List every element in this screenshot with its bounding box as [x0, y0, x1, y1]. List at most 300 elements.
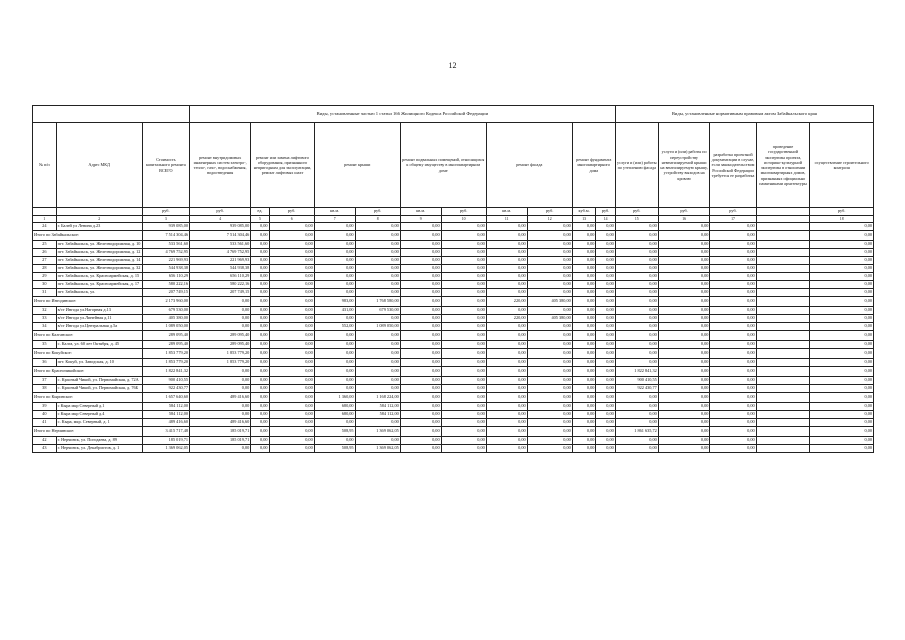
value-cell: 0,00: [810, 437, 874, 445]
value-cell: 0,00: [572, 323, 596, 331]
column-number: 14: [596, 216, 615, 223]
value-cell: 405 380,00: [527, 297, 572, 307]
value-cell: 0,00: [572, 223, 596, 231]
address-cell: пгт. Забайкальск, ул. Железнодорожная, д. 10: [56, 241, 142, 249]
unit-cell: кв.м.: [400, 208, 441, 216]
header-elevator: ремонт или замена лифтового оборудования, признанного непригодным для эксплуатации, ремонт лифтовых шахт: [251, 123, 314, 208]
unit-cell: руб.: [810, 208, 874, 216]
value-cell: 0,00: [251, 297, 269, 307]
column-number: 1: [33, 216, 57, 223]
value-cell: 0,00: [251, 265, 269, 273]
value-cell: 0,00: [355, 281, 400, 289]
value-cell: 0,00: [314, 419, 355, 427]
value-cell: 0,00: [615, 341, 658, 349]
row-number: 36: [33, 359, 57, 367]
value-cell: 0,00: [810, 445, 874, 453]
row-number: 41: [33, 419, 57, 427]
value-cell: 0,00: [596, 411, 615, 419]
value-cell: 0,00: [658, 323, 710, 331]
value-cell: 0,00: [314, 331, 355, 341]
value-cell: 0,00: [400, 419, 441, 427]
value-cell: 0,00: [710, 223, 756, 231]
value-cell: 680,00: [314, 403, 355, 411]
value-cell: 0,00: [441, 281, 486, 289]
value-cell: 0,00: [251, 331, 269, 341]
value-cell: 0,00: [441, 231, 486, 241]
unit-cell: руб.: [527, 208, 572, 216]
value-cell: 0,00: [441, 393, 486, 403]
value-cell: 0,00: [251, 231, 269, 241]
value-cell: 679 530,00: [142, 307, 189, 315]
value-cell: 0,00: [615, 419, 658, 427]
value-cell: 0,00: [400, 359, 441, 367]
header-num: № п/п: [33, 123, 57, 208]
address-cell: пгт. Забайкальск, ул. Красноармейская, д. 15: [56, 273, 142, 281]
value-cell: 0,00: [251, 385, 269, 393]
value-cell: 0,00: [441, 349, 486, 359]
value-cell: 0,00: [810, 265, 874, 273]
row-number: 40: [33, 411, 57, 419]
table-row: [33, 289, 874, 297]
value-cell: 0,00: [314, 289, 355, 297]
value-cell: 0,00: [527, 419, 572, 427]
value-cell: 533 561,60: [190, 241, 251, 249]
value-cell: 0,00: [400, 289, 441, 297]
value-cell: 0,00: [572, 403, 596, 411]
value-cell: 0,00: [314, 265, 355, 273]
value-cell: 1 168 224,00: [355, 393, 400, 403]
value-cell: 0,00: [355, 241, 400, 249]
value-cell: 0,00: [596, 377, 615, 385]
value-cell: 0,00: [269, 249, 314, 257]
value-cell: 0,00: [572, 427, 596, 437]
address-cell: г. Балей ул Ленина д.23: [56, 223, 142, 231]
value-cell: 0,00: [572, 315, 596, 323]
table-row: [33, 273, 874, 281]
value-cell: 0,00: [810, 257, 874, 265]
value-cell: 0,00: [710, 307, 756, 315]
value-cell: 0,00: [314, 315, 355, 323]
value-cell: 0,00: [441, 403, 486, 411]
value-cell: 0,00: [269, 411, 314, 419]
value-cell: 0,00: [810, 281, 874, 289]
value-cell: 0,00: [615, 393, 658, 403]
unit-cell: руб.: [658, 208, 710, 216]
row-number: 39: [33, 403, 57, 411]
value-cell: 0,00: [810, 289, 874, 297]
row-number: 32: [33, 307, 57, 315]
value-cell: 0,00: [190, 323, 251, 331]
value-cell: 1 657 640,60: [142, 393, 189, 403]
value-cell: 0,00: [596, 359, 615, 367]
row-number: 31: [33, 289, 57, 297]
header-units-row: [33, 208, 874, 216]
subtotal-row: [33, 297, 874, 307]
value-cell: 0,00: [190, 367, 251, 377]
value-cell: 185 019,71: [142, 437, 189, 445]
value-cell: 0,00: [596, 273, 615, 281]
row-number: 35: [33, 341, 57, 349]
value-cell: 0,00: [251, 367, 269, 377]
value-cell: 0,00: [527, 249, 572, 257]
value-cell: 0,00: [314, 223, 355, 231]
value-cell: 0,00: [572, 331, 596, 341]
value-cell: 0,00: [355, 315, 400, 323]
value-cell: 0,00: [269, 297, 314, 307]
value-cell: 0,00: [355, 231, 400, 241]
value-cell: 0,00: [527, 231, 572, 241]
value-cell: 0,00: [572, 385, 596, 393]
value-cell: 0,00: [486, 411, 527, 419]
table-row: [33, 249, 874, 257]
value-cell: 1 861 635,72: [615, 427, 658, 437]
value-cell: 0,00: [400, 411, 441, 419]
value-cell: 0,00: [615, 273, 658, 281]
value-cell: 0,00: [658, 341, 710, 349]
row-number: 34: [33, 323, 57, 331]
value-cell: 0,00: [615, 403, 658, 411]
value-cell: 0,00: [400, 307, 441, 315]
value-cell: 0,00: [486, 241, 527, 249]
value-cell: 0,00: [810, 307, 874, 315]
value-cell: 0,00: [527, 437, 572, 445]
value-cell: 0,00: [486, 307, 527, 315]
value-cell: 0,00: [572, 249, 596, 257]
unit-cell: руб.: [596, 208, 615, 216]
value-cell: 0,00: [810, 411, 874, 419]
value-cell: 0,00: [596, 315, 615, 323]
value-cell: 0,00: [710, 419, 756, 427]
unit-cell: ед.: [251, 208, 269, 216]
value-cell: 939 085,00: [190, 223, 251, 231]
value-cell: 552,00: [314, 323, 355, 331]
value-cell: 0,00: [400, 223, 441, 231]
value-cell: 0,00: [658, 393, 710, 403]
value-cell: 0,00: [710, 289, 756, 297]
value-cell: 0,00: [572, 445, 596, 453]
value-cell: 0,00: [596, 445, 615, 453]
value-cell: 0,00: [486, 289, 527, 297]
value-cell: 0,00: [527, 349, 572, 359]
value-cell: 0,00: [527, 377, 572, 385]
value-cell: 0,00: [810, 377, 874, 385]
value-cell: 900 410,55: [142, 377, 189, 385]
table-body: [33, 223, 874, 453]
value-cell: 0,00: [615, 257, 658, 265]
value-cell: 0,00: [400, 281, 441, 289]
value-cell: 0,00: [486, 359, 527, 367]
value-cell: 0,00: [527, 411, 572, 419]
column-number: 4: [190, 216, 251, 223]
column-number: 2: [56, 216, 142, 223]
value-cell: 0,00: [355, 341, 400, 349]
value-cell: 0,00: [527, 427, 572, 437]
value-cell: 0,00: [355, 385, 400, 393]
value-cell: 0,00: [596, 403, 615, 411]
value-cell: 0,00: [441, 411, 486, 419]
value-cell: 0,00: [269, 315, 314, 323]
value-cell: 0,00: [527, 257, 572, 265]
value-cell: 221 969,93: [190, 257, 251, 265]
value-cell: 656 110,29: [190, 273, 251, 281]
value-cell: 0,00: [486, 323, 527, 331]
unit-cell: кв.м.: [314, 208, 355, 216]
value-cell: 584 112,00: [142, 411, 189, 419]
value-cell: 0,00: [527, 367, 572, 377]
subtotal-label: Итого по Ингодинское:: [33, 297, 143, 307]
value-cell: 0,00: [441, 249, 486, 257]
column-number: 13: [572, 216, 596, 223]
address-cell: с. Калга, ул. 60 лет Октября, д. 45: [56, 341, 142, 349]
unit-cell: руб.: [142, 208, 189, 216]
subtotal-label: Итого по Кокуйское:: [33, 349, 143, 359]
header-expertise: проведение государственной экспертизы проекта, историко-культурной экспертизы в отношении многоквартирных домов, признанных официально памятниками архитектуры: [756, 123, 810, 208]
value-cell: 0,00: [658, 411, 710, 419]
value-cell: 0,00: [269, 427, 314, 437]
address-cell: пгт. Забайкальск, ул. Красноармейская, д. 17: [56, 281, 142, 289]
value-cell: 0,00: [658, 289, 710, 297]
subtotal-label: Итого по Красночикойское:: [33, 367, 143, 377]
value-cell: 0,00: [710, 385, 756, 393]
value-cell: 0,00: [710, 377, 756, 385]
value-cell: 0,00: [314, 377, 355, 385]
value-cell: 0,00: [314, 385, 355, 393]
value-cell: 0,00: [400, 349, 441, 359]
value-cell: 0,00: [615, 223, 658, 231]
unit-cell: куб.м.: [572, 208, 596, 216]
value-cell: 0,00: [251, 419, 269, 427]
value-cell: 0,00: [710, 393, 756, 403]
value-cell: 0,00: [269, 289, 314, 297]
row-number: 38: [33, 385, 57, 393]
value-cell: 0,00: [596, 331, 615, 341]
unit-cell: руб.: [355, 208, 400, 216]
value-cell: 431,00: [314, 307, 355, 315]
table-row: [33, 411, 874, 419]
table-row: [33, 403, 874, 411]
value-cell: 0,00: [269, 437, 314, 445]
value-cell: 0,00: [269, 281, 314, 289]
value-cell: 1 089 050,00: [142, 323, 189, 331]
value-cell: 405 380,00: [527, 315, 572, 323]
row-number: 30: [33, 281, 57, 289]
value-cell: 0,00: [441, 445, 486, 453]
value-cell: 0,00: [810, 419, 874, 427]
value-cell: 0,00: [269, 223, 314, 231]
value-cell: 289 095,40: [142, 341, 189, 349]
value-cell: 0,00: [596, 257, 615, 265]
value-cell: 0,00: [355, 419, 400, 427]
value-cell: 489 416,60: [190, 419, 251, 427]
value-cell: 0,00: [269, 403, 314, 411]
value-cell: 0,00: [355, 223, 400, 231]
header-foundation: ремонт фундамента многоквартирного дома: [572, 123, 615, 208]
value-cell: 0,00: [441, 323, 486, 331]
page-number: 12: [448, 61, 457, 70]
value-cell: 0,00: [251, 341, 269, 349]
value-cell: 0,00: [710, 437, 756, 445]
subtotal-row: [33, 427, 874, 437]
value-cell: 0,00: [486, 403, 527, 411]
row-number: 42: [33, 437, 57, 445]
value-cell: 1 853 779,20: [190, 359, 251, 367]
address-cell: с Кыра мкр Северный д.4: [56, 411, 142, 419]
value-cell: 680,00: [314, 411, 355, 419]
row-number: 43: [33, 445, 57, 453]
value-cell: 0,00: [441, 289, 486, 297]
value-cell: 0,00: [810, 393, 874, 403]
header-insulation: услуги и (или) работы по утеплению фасада: [615, 123, 658, 208]
header-group-right: Виды, установленные нормативным правовым актом Забайкальского края: [615, 106, 873, 123]
header-flat-roof: услуги и (или) работы по переустройству невентилируемой крыши на вентилируемую крышу, устройству выходов на кровлю: [658, 123, 710, 208]
value-cell: 0,00: [572, 359, 596, 367]
header-total: Стоимость капитального ремонта ВСЕГО: [142, 123, 189, 208]
value-cell: 0,00: [658, 241, 710, 249]
value-cell: 0,00: [710, 349, 756, 359]
value-cell: 0,00: [355, 437, 400, 445]
table-row: [33, 257, 874, 265]
value-cell: 0,00: [190, 385, 251, 393]
value-cell: 0,00: [710, 257, 756, 265]
value-cell: 0,00: [710, 241, 756, 249]
value-cell: 0,00: [355, 289, 400, 297]
value-cell: 0,00: [251, 249, 269, 257]
value-cell: 0,00: [810, 331, 874, 341]
address-cell: г. Нерчинск, ул. Декабристов, д. 1: [56, 445, 142, 453]
value-cell: 1 369 062,05: [142, 445, 189, 453]
value-cell: 0,00: [251, 427, 269, 437]
value-cell: 1 369 062,05: [355, 445, 400, 453]
value-cell: 0,00: [810, 341, 874, 349]
column-number: 8: [355, 216, 400, 223]
value-cell: 0,00: [486, 349, 527, 359]
value-cell: 533 561,60: [142, 241, 189, 249]
value-cell: 0,00: [314, 281, 355, 289]
table-row: [33, 281, 874, 289]
value-cell: 0,00: [615, 411, 658, 419]
subtotal-row: [33, 349, 874, 359]
value-cell: 3 415 717,48: [142, 427, 189, 437]
value-cell: 0,00: [314, 241, 355, 249]
value-cell: 0,00: [441, 427, 486, 437]
value-cell: 0,00: [441, 377, 486, 385]
value-cell: 1 768 580,00: [355, 297, 400, 307]
value-cell: 0,00: [572, 437, 596, 445]
subtotal-row: [33, 367, 874, 377]
value-cell: 2 173 960,00: [142, 297, 189, 307]
column-number: 15: [615, 216, 658, 223]
value-cell: 0,00: [190, 411, 251, 419]
value-cell: 0,00: [269, 341, 314, 349]
value-cell: 1 853 779,20: [142, 359, 189, 367]
value-cell: 0,00: [710, 411, 756, 419]
value-cell: 0,00: [710, 323, 756, 331]
value-cell: 1 369 062,05: [355, 427, 400, 437]
value-cell: 0,00: [486, 419, 527, 427]
value-cell: 508,95: [314, 427, 355, 437]
table-row: [33, 307, 874, 315]
value-cell: 0,00: [251, 273, 269, 281]
value-cell: 0,00: [596, 249, 615, 257]
value-cell: 0,00: [810, 359, 874, 367]
value-cell: 0,00: [572, 411, 596, 419]
value-cell: 0,00: [710, 281, 756, 289]
value-cell: 0,00: [269, 349, 314, 359]
value-cell: 0,00: [269, 231, 314, 241]
value-cell: 0,00: [441, 223, 486, 231]
value-cell: 0,00: [527, 307, 572, 315]
value-cell: 0,00: [441, 265, 486, 273]
value-cell: 0,00: [615, 249, 658, 257]
value-cell: 0,00: [710, 315, 756, 323]
header-numbers-row: [33, 216, 874, 223]
value-cell: 0,00: [596, 241, 615, 249]
table-row: [33, 359, 874, 367]
value-cell: 0,00: [658, 437, 710, 445]
value-cell: 0,00: [810, 231, 874, 241]
value-cell: 0,00: [314, 349, 355, 359]
column-number: 16: [658, 216, 710, 223]
value-cell: 584 112,00: [355, 403, 400, 411]
value-cell: 584 112,00: [355, 411, 400, 419]
value-cell: 0,00: [615, 445, 658, 453]
value-cell: 0,00: [441, 331, 486, 341]
value-cell: 0,00: [810, 249, 874, 257]
value-cell: 0,00: [658, 307, 710, 315]
column-number: 17: [710, 216, 756, 223]
value-cell: 405 380,00: [142, 315, 189, 323]
row-number: 24: [33, 223, 57, 231]
value-cell: 0,00: [441, 419, 486, 427]
value-cell: 0,00: [269, 419, 314, 427]
value-cell: 656 110,29: [142, 273, 189, 281]
value-cell: 0,00: [441, 315, 486, 323]
value-cell: 0,00: [269, 445, 314, 453]
value-cell: 185 019,71: [190, 437, 251, 445]
address-cell: пгт. Забайкальск, ул. Железнодорожная, д. 32: [56, 265, 142, 273]
value-cell: 0,00: [400, 323, 441, 331]
value-cell: 0,00: [251, 223, 269, 231]
value-cell: 0,00: [314, 273, 355, 281]
capital-repair-table: [32, 105, 874, 453]
value-cell: 0,00: [527, 331, 572, 341]
value-cell: 0,00: [658, 419, 710, 427]
subtotal-row: [33, 231, 874, 241]
value-cell: 0,00: [400, 331, 441, 341]
value-cell: 0,00: [658, 403, 710, 411]
value-cell: 0,00: [596, 341, 615, 349]
value-cell: 0,00: [596, 223, 615, 231]
value-cell: 0,00: [441, 341, 486, 349]
value-cell: 544 938,38: [190, 265, 251, 273]
value-cell: 0,00: [710, 359, 756, 367]
address-cell: с Кыра мкр Северный д.1: [56, 403, 142, 411]
value-cell: 0,00: [355, 331, 400, 341]
table-row: [33, 323, 874, 331]
value-cell: 0,00: [355, 265, 400, 273]
header-group-left: Виды, установленные частью 1 статьи 166 Жилищного Кодекса Российской Федерации: [190, 106, 616, 123]
row-number: 29: [33, 273, 57, 281]
value-cell: 4 769 752,95: [190, 249, 251, 257]
value-cell: 0,00: [615, 281, 658, 289]
value-cell: 0,00: [810, 367, 874, 377]
value-cell: 0,00: [572, 297, 596, 307]
address-cell: в/ст Ингода ул.Линейная д.11: [56, 315, 142, 323]
value-cell: 0,00: [658, 231, 710, 241]
column-number: 3: [142, 216, 189, 223]
value-cell: 0,00: [710, 341, 756, 349]
value-cell: 0,00: [486, 249, 527, 257]
